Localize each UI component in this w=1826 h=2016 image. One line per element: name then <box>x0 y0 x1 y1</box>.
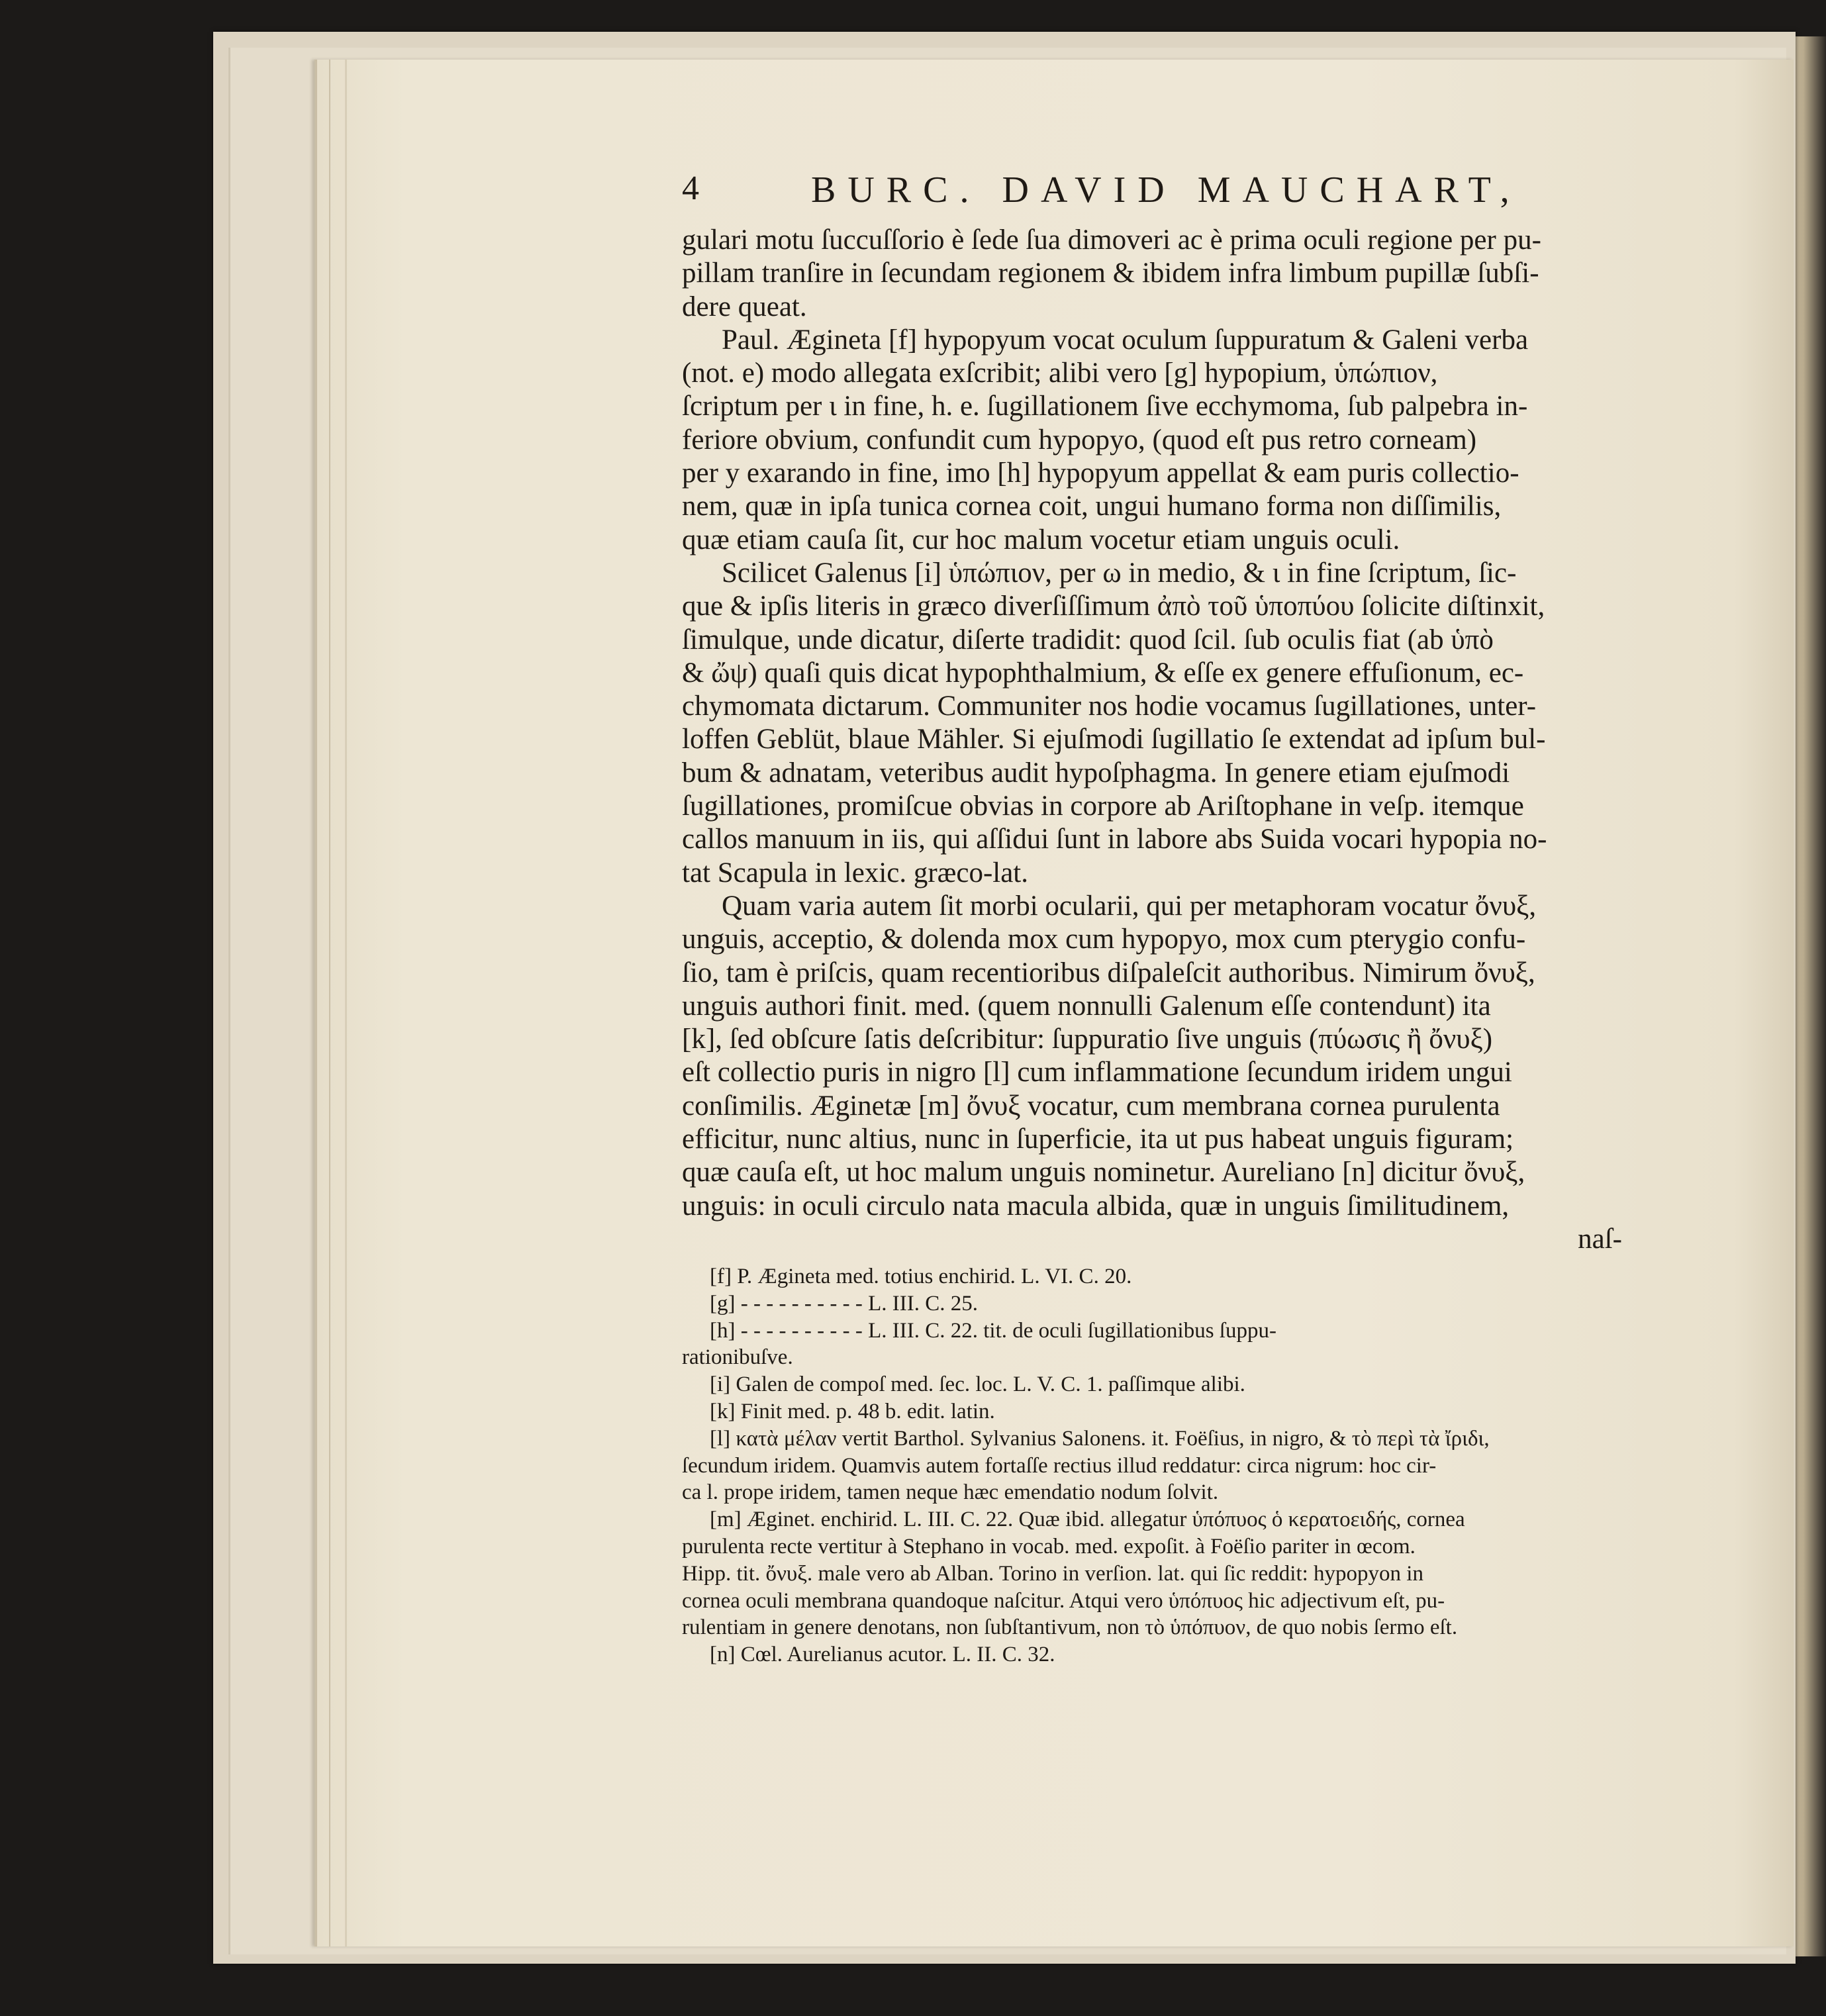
footnote-line: ſecundum iridem. Quamvis autem fortaſſe rectius illud reddatur: circa nigrum: hoc cir- <box>682 1453 1437 1478</box>
footnote-line: cornea oculi membrana quandoque naſcitur. Atqui vero ὑπόπυος hic adjectivum eſt, pu- <box>682 1588 1445 1613</box>
body-line: per y exarando in fine, imo [h] hypopyum appellat & eam puris collectio- <box>682 457 1519 489</box>
body-line: [k], ſed obſcure ſatis deſcribitur: ſuppuratio ſive unguis (πύωσις ἢ ὄνυξ) <box>682 1024 1493 1055</box>
page-gutter-fold <box>329 60 347 1946</box>
body-line: ſio, tam è priſcis, quam recentioribus diſpaleſcit authoribus. Nimirum ὄνυξ, <box>682 957 1535 988</box>
footnote-line: ca l. prope iridem, tamen neque hæc emendatio nodum ſolvit. <box>682 1480 1219 1505</box>
running-head-title: BURC. DAVID MAUCHART, <box>811 169 1521 211</box>
body-line: nem, quæ in ipſa tunica cornea coit, ungui humano forma non diſſimilis, <box>682 491 1502 522</box>
footnote-line: [f] P. Ægineta med. totius enchirid. L. VI. C. 20. <box>710 1265 1132 1288</box>
footnote-line: [i] Galen de compoſ med. ſec. loc. L. V. C. 1. paſſimque alibi. <box>710 1372 1245 1397</box>
body-line: unguis: in oculi circulo nata macula albida, quæ in unguis ſimilitudinem, <box>682 1190 1510 1222</box>
body-line: (not. e) modo allegata exſcribit; alibi vero [g] hypopium, ὑπώπιον, <box>682 358 1438 389</box>
body-line: Scilicet Galenus [i] ὑπώπιον, per ω in medio, & ι in fine ſcriptum, ſic- <box>722 557 1517 589</box>
body-line: feriore obvium, confundit cum hypopyo, (quod eſt pus retro corneam) <box>682 424 1477 456</box>
footnote-line: Hipp. tit. ὄνυξ. male vero ab Alban. Torino in verſion. lat. qui ſic reddit: hypopyon in <box>682 1561 1423 1586</box>
body-line: loffen Geblüt, blaue Mähler. Si ejuſmodi ſugillatio ſe extendat ad ipſum bul- <box>682 724 1546 755</box>
body-line: dere queat. <box>682 291 807 322</box>
body-line: Quam varia autem ſit morbi ocularii, qui per metaphoram vocatur ὄνυξ, <box>722 890 1537 922</box>
footnote-line: [h] - - - - - - - - - - L. III. C. 22. tit. de oculi ſugillationibus ſuppu- <box>710 1318 1276 1343</box>
footnote-line: [g] - - - - - - - - - - L. III. C. 25. <box>710 1291 979 1316</box>
body-line: ſugillationes, promiſcue obvias in corpore ab Ariſtophane in veſp. itemque <box>682 791 1524 822</box>
body-line: quæ cauſa eſt, ut hoc malum unguis nominetur. Aureliano [n] dicitur ὄνυξ, <box>682 1157 1525 1188</box>
footnote-line: rationibuſve. <box>682 1345 793 1370</box>
body-line: ſimulque, unde dicatur, diſerte tradidit: quod ſcil. ſub oculis fiat (ab ὑπὸ <box>682 624 1494 655</box>
body-line: pillam tranſire in ſecundam regionem & ibidem infra limbum pupillæ ſubſi- <box>682 258 1539 289</box>
running-header <box>682 169 1562 215</box>
body-line: Paul. Ægineta [f] hypopyum vocat oculum ſuppuratum & Galeni verba <box>722 324 1529 356</box>
footnote-line: purulenta recte vertitur à Stephano in vocab. med. expoſit. à Foëſio pariter in œcom. <box>682 1534 1416 1559</box>
body-line: & ὤψ) quaſi quis dicat hypophthalmium, & eſſe ex genere effuſionum, ec- <box>682 657 1524 689</box>
footnote-line: [l] κατὰ μέλαν vertit Barthol. Sylvanius Salonens. it. Foëſius, in nigro, & τὸ περὶ τὰ ἴριδι, <box>710 1426 1490 1451</box>
body-line: unguis, acceptio, & dolenda mox cum hypopyo, mox cum pterygio confu- <box>682 924 1526 955</box>
footnote-line: rulentiam in genere denotans, non ſubſtantivum, non τὸ ὑπόπυον, de quo nobis ſermo eſt. <box>682 1615 1458 1640</box>
body-line: chymomata dictarum. Communiter nos hodie vocamus ſugillationes, unter- <box>682 691 1537 722</box>
body-line: conſimilis. Æginetæ [m] ὄνυξ vocatur, cum membrana cornea purulenta <box>682 1090 1500 1122</box>
footnote-line: [m] Æginet. enchirid. L. III. C. 22. Quæ ibid. allegatur ὑπόπυος ὁ κερατοειδής, cornea <box>710 1508 1465 1532</box>
body-line: eſt collectio puris in nigro [l] cum inflammatione ſecundum iridem ungui <box>682 1057 1512 1088</box>
footnote-line: [k] Finit med. p. 48 b. edit. latin. <box>710 1399 995 1423</box>
footnotes <box>682 1263 1622 1668</box>
body-line: callos manuum in iis, qui aſſidui ſunt in labore abs Suida vocari hypopia no- <box>682 824 1547 855</box>
main-text <box>682 224 1622 1256</box>
body-line: bum & adnatam, veteribus audit hypoſphagma. In genere etiam ejuſmodi <box>682 757 1510 789</box>
body-line: gulari motu ſuccuſſorio è ſede ſua dimoveri ac è prima oculi regione per pu- <box>682 224 1541 256</box>
body-line: unguis authori finit. med. (quem nonnulli Galenum eſſe contendunt) ita <box>682 990 1491 1022</box>
body-line: que & ipſis literis in græco diverſiſſimum ἀπὸ τοῦ ὑποπύου ſolicite diſtinxit, <box>682 591 1545 622</box>
catchword: naſ- <box>1578 1223 1622 1255</box>
body-line: tat Scapula in lexic. græco-lat. <box>682 857 1028 888</box>
body-line: efficitur, nunc altius, nunc in ſuperficie, ita ut pus habeat unguis figuram; <box>682 1124 1514 1155</box>
body-line: ſcriptum per ι in fine, h. e. ſugillationem ſive ecchymoma, ſub palpebra in- <box>682 391 1528 422</box>
body-line: quæ etiam cauſa ſit, cur hoc malum vocetur etiam unguis oculi. <box>682 524 1400 555</box>
page-number: 4 <box>682 169 699 207</box>
footnote-line: [n] Cœl. Aurelianus acutor. L. II. C. 32. <box>710 1643 1055 1667</box>
